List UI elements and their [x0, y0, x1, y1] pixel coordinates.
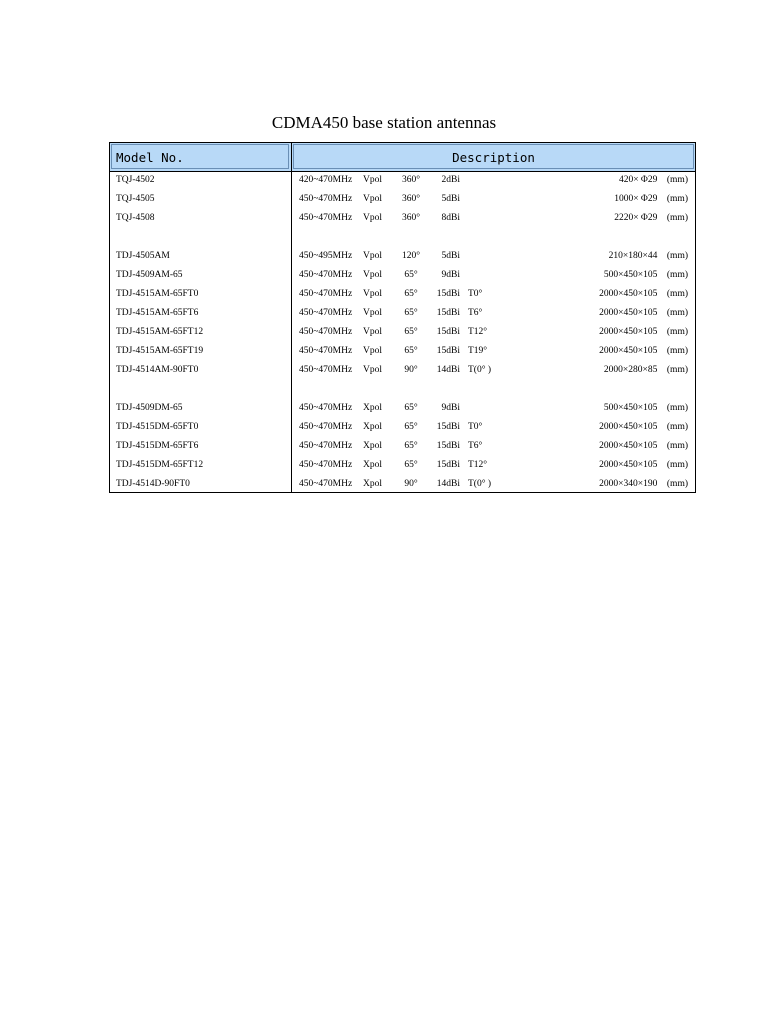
table-header [110, 143, 695, 172]
polarization-cell: Vpol [363, 289, 382, 299]
gain-cell: 15dBi [436, 308, 460, 318]
frequency-cell: 450~470MHz [299, 365, 353, 375]
frequency-cell: 450~470MHz [299, 479, 353, 489]
frequency-cell: 420~470MHz [299, 175, 353, 185]
polarization-cell: Xpol [363, 403, 382, 413]
table-row [110, 285, 695, 304]
gain-cell: 9dBi [441, 270, 460, 280]
table-row [110, 456, 695, 475]
gain-cell: 8dBi [441, 213, 460, 223]
beamwidth-cell: 360° [401, 175, 421, 185]
table-row [110, 209, 695, 228]
tilt-cell: T19° [468, 346, 488, 356]
dimensions-cell: 2000×450×105 (mm) [599, 460, 688, 470]
beamwidth-cell: 90° [404, 479, 418, 489]
frequency-cell: 450~470MHz [299, 422, 353, 432]
gain-cell: 2dBi [441, 175, 460, 185]
beamwidth-cell: 65° [404, 346, 418, 356]
table-row [110, 323, 695, 342]
dimensions-cell: 500×450×105 (mm) [603, 270, 688, 280]
polarization-cell: Xpol [363, 441, 382, 451]
tilt-cell: T0° [468, 289, 483, 299]
beamwidth-cell: 360° [401, 194, 421, 204]
model-cell: TQJ-4505 [116, 194, 155, 204]
frequency-cell: 450~470MHz [299, 270, 353, 280]
frequency-cell: 450~470MHz [299, 308, 353, 318]
model-cell: TDJ-4509DM-65 [116, 403, 183, 413]
tilt-cell: T0° [468, 422, 483, 432]
polarization-cell: Xpol [363, 460, 382, 470]
beamwidth-cell: 65° [404, 460, 418, 470]
model-cell: TDJ-4515DM-65FT12 [116, 460, 204, 470]
frequency-cell: 450~470MHz [299, 194, 353, 204]
dimensions-cell: 2000×340×190 (mm) [599, 479, 688, 489]
table-spacer-row [110, 228, 695, 247]
dimensions-cell: 2000×450×105 (mm) [599, 346, 688, 356]
gain-cell: 14dBi [436, 365, 460, 375]
model-cell: TDJ-4515AM-65FT6 [116, 308, 199, 318]
page-title: CDMA450 base station antennas [271, 113, 497, 132]
column-header-description: Description [452, 150, 535, 165]
tilt-cell: T12° [468, 460, 488, 470]
tilt-cell: T(0° ) [468, 365, 492, 375]
table-row [110, 171, 695, 190]
column-header-model: Model No. [116, 150, 184, 165]
dimensions-cell: 2220× Φ29 (mm) [614, 213, 688, 223]
table-row [110, 399, 695, 418]
model-cell: TDJ-4514AM-90FT0 [116, 365, 199, 375]
gain-cell: 9dBi [441, 403, 460, 413]
tilt-cell: T6° [468, 441, 483, 451]
beamwidth-cell: 120° [401, 251, 421, 261]
polarization-cell: Vpol [363, 194, 382, 204]
polarization-cell: Vpol [363, 175, 382, 185]
dimensions-cell: 2000×450×105 (mm) [599, 327, 688, 337]
table-row [110, 247, 695, 266]
table-row [110, 342, 695, 361]
frequency-cell: 450~470MHz [299, 441, 353, 451]
polarization-cell: Vpol [363, 327, 382, 337]
frequency-cell: 450~470MHz [299, 460, 353, 470]
gain-cell: 15dBi [436, 460, 460, 470]
polarization-cell: Vpol [363, 365, 382, 375]
model-cell: TDJ-4515AM-65FT19 [116, 346, 204, 356]
table-row [110, 190, 695, 209]
gain-cell: 15dBi [436, 289, 460, 299]
frequency-cell: 450~470MHz [299, 289, 353, 299]
beamwidth-cell: 65° [404, 270, 418, 280]
gain-cell: 5dBi [441, 251, 460, 261]
beamwidth-cell: 65° [404, 327, 418, 337]
gain-cell: 5dBi [441, 194, 460, 204]
model-cell: TDJ-4515DM-65FT6 [116, 441, 199, 451]
table-row [110, 475, 695, 494]
beamwidth-cell: 360° [401, 213, 421, 223]
dimensions-cell: 210×180×44 (mm) [608, 251, 688, 261]
frequency-cell: 450~470MHz [299, 327, 353, 337]
beamwidth-cell: 65° [404, 441, 418, 451]
gain-cell: 15dBi [436, 422, 460, 432]
model-cell: TDJ-4514D-90FT0 [116, 479, 190, 489]
frequency-cell: 450~495MHz [299, 251, 353, 261]
polarization-cell: Vpol [363, 251, 382, 261]
dimensions-cell: 2000×280×85 (mm) [603, 365, 688, 375]
model-cell: TDJ-4505AM [116, 251, 170, 261]
dimensions-cell: 2000×450×105 (mm) [599, 289, 688, 299]
beamwidth-cell: 65° [404, 422, 418, 432]
gain-cell: 15dBi [436, 327, 460, 337]
beamwidth-cell: 65° [404, 403, 418, 413]
antenna-table [109, 142, 696, 493]
dimensions-cell: 1000× Φ29 (mm) [614, 194, 688, 204]
polarization-cell: Xpol [363, 479, 382, 489]
tilt-cell: T(0° ) [468, 479, 492, 489]
polarization-cell: Xpol [363, 422, 382, 432]
dimensions-cell: 2000×450×105 (mm) [599, 441, 688, 451]
dimensions-cell: 500×450×105 (mm) [603, 403, 688, 413]
gain-cell: 15dBi [436, 346, 460, 356]
table-spacer-row [110, 380, 695, 399]
polarization-cell: Vpol [363, 308, 382, 318]
beamwidth-cell: 65° [404, 289, 418, 299]
model-cell: TQJ-4502 [116, 175, 155, 185]
beamwidth-cell: 65° [404, 308, 418, 318]
beamwidth-cell: 90° [404, 365, 418, 375]
model-cell: TDJ-4509AM-65 [116, 270, 183, 280]
table-body [110, 171, 695, 494]
table-row [110, 437, 695, 456]
frequency-cell: 450~470MHz [299, 403, 353, 413]
polarization-cell: Vpol [363, 346, 382, 356]
polarization-cell: Vpol [363, 213, 382, 223]
table-row [110, 304, 695, 323]
table-row [110, 361, 695, 380]
model-cell: TDJ-4515DM-65FT0 [116, 422, 199, 432]
tilt-cell: T12° [468, 327, 488, 337]
gain-cell: 15dBi [436, 441, 460, 451]
polarization-cell: Vpol [363, 270, 382, 280]
model-cell: TQJ-4508 [116, 213, 155, 223]
dimensions-cell: 2000×450×105 (mm) [599, 308, 688, 318]
table-row [110, 266, 695, 285]
frequency-cell: 450~470MHz [299, 346, 353, 356]
dimensions-cell: 420× Φ29 (mm) [618, 175, 688, 185]
dimensions-cell: 2000×450×105 (mm) [599, 422, 688, 432]
gain-cell: 14dBi [436, 479, 460, 489]
table-row [110, 418, 695, 437]
tilt-cell: T6° [468, 308, 483, 318]
model-cell: TDJ-4515AM-65FT12 [116, 327, 204, 337]
frequency-cell: 450~470MHz [299, 213, 353, 223]
model-cell: TDJ-4515AM-65FT0 [116, 289, 199, 299]
